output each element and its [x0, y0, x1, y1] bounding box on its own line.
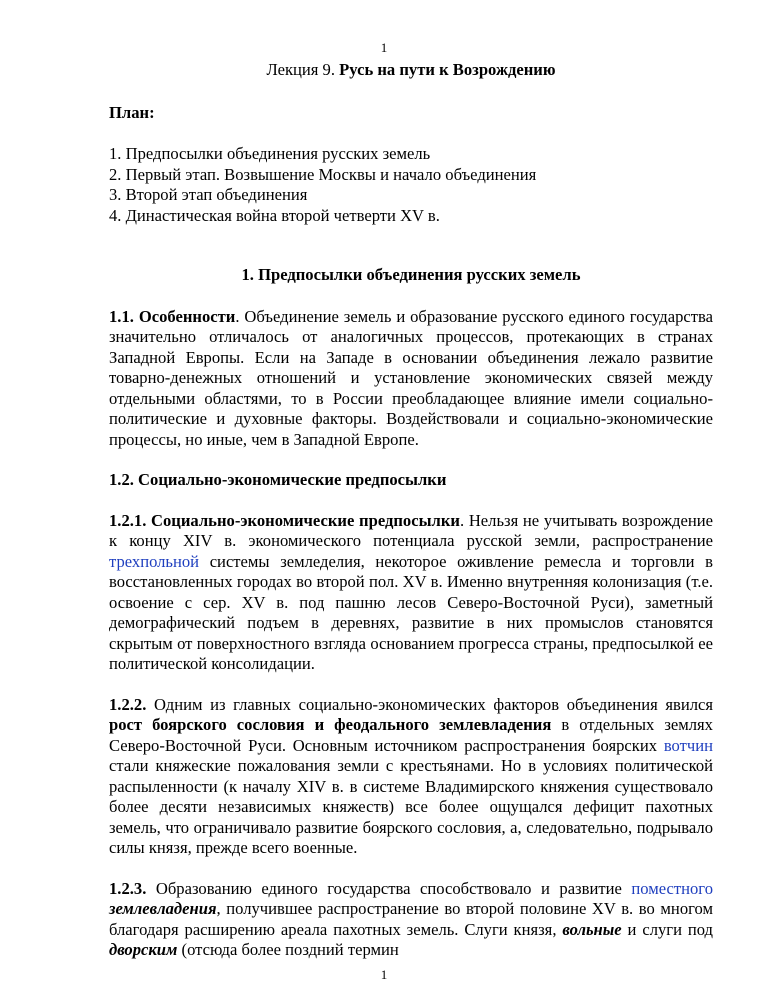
emphasis-text: рост боярского сословия и феодального землевладения	[109, 715, 552, 734]
lecture-title-bold: Русь на пути к Возрождению	[339, 60, 556, 79]
paragraph-text: . Объединение земель и образование русского единого государства значительно отличалось от аналогичных процессов, протекающих в странах Западной Европы. Если на Западе в основании объединения лежало развитие товарно-денежных отношений и установление экономических связей между отдельными областями, то в России преобладающее влияние имели социально-политические и духовные факторы. Воздействовали и социально-экономические процессы, но иные, чем в Западной Европе.	[109, 306, 714, 449]
subsection-heading: 1.2. Социально-экономические предпосылки	[109, 470, 447, 489]
term-link-trekhpolnoy[interactable]: трехпольной	[109, 551, 200, 571]
term-link-pomestnogo[interactable]: поместного	[631, 878, 713, 898]
paragraph-text: . Нельзя не учитывать возрождение к концу XIV в. экономического потенциала русской земли, распространение	[109, 510, 713, 550]
lecture-title	[109, 60, 713, 81]
paragraph-text: Одним из главных социально-экономических факторов объединения явился	[146, 694, 713, 714]
paragraph-text: стали княжеские пожалования земли с крестьянами. Но в условиях политической распыленности (к началу XIV в. в системе Владимирского княжения существовало более десяти независимых княжеств) все более ощущался дефицит пахотных земель, что ограничивало развитие боярского сословия, а, следовательно, подрывало силы князя, прежде всего военные.	[109, 756, 713, 857]
emphasis-text: землевладения	[109, 899, 217, 918]
paragraph-label: 1.1. Особенности	[109, 306, 236, 326]
paragraph-text: , получившее распространение во второй половине XV в. во многом благодаря расширению ареала пахотных земель. Слуги князя,	[109, 899, 713, 939]
paragraph-label: 1.2.1. Социально-экономические предпосылки	[109, 510, 460, 530]
section-heading: 1. Предпосылки объединения русских земель	[241, 265, 581, 284]
paragraph-label: 1.2.3.	[109, 878, 147, 898]
emphasis-text: вольные	[562, 919, 622, 939]
paragraph-1-2-3	[109, 879, 713, 961]
plan-item: 4. Династическая война второй четверти XV в.	[109, 205, 440, 225]
page-content	[109, 60, 713, 981]
paragraph-text: Образованию единого государства способствовало и развитие	[146, 878, 632, 898]
page-number-top: 1	[380, 40, 388, 55]
plan-heading: План:	[109, 102, 155, 122]
page-number-bottom: 1	[380, 967, 388, 982]
plan-list	[109, 144, 713, 226]
paragraph-text: (отсюда более поздний термин	[177, 940, 399, 959]
lecture-title-prefix: Лекция 9.	[266, 60, 340, 79]
paragraph-text: в отдельных землях Северо-Восточной Руси. Основным источником распространения боярских	[109, 715, 713, 755]
paragraph-1-2-2	[109, 695, 713, 859]
paragraph-label: 1.2.2.	[109, 694, 147, 714]
emphasis-text: дворским	[109, 940, 178, 959]
term-link-votchin[interactable]: вотчин	[663, 735, 713, 755]
plan-item: 1. Предпосылки объединения русских земель	[109, 144, 431, 163]
paragraph-1-1	[109, 307, 713, 451]
plan-item: 3. Второй этап объединения	[109, 185, 308, 204]
paragraph-text: системы земледелия, некоторое оживление ремесла и торговли в восстановленных городах во второй пол. XV в. Именно внутренняя колонизация (т.е. освоение с сер. XV в. под пашню лесов Северо-Восточной Руси), заметный демографический подъем в деревнях, развитие в них промыслов становятся скрытым от поверхностного взгляда основанием прогресса страны, предпосылкой ее политической консолидации.	[109, 551, 713, 673]
paragraph-1-2-1	[109, 511, 713, 675]
paragraph-text: и слуги под	[621, 919, 713, 939]
plan-item: 2. Первый этап. Возвышение Москвы и начало объединения	[109, 164, 537, 184]
